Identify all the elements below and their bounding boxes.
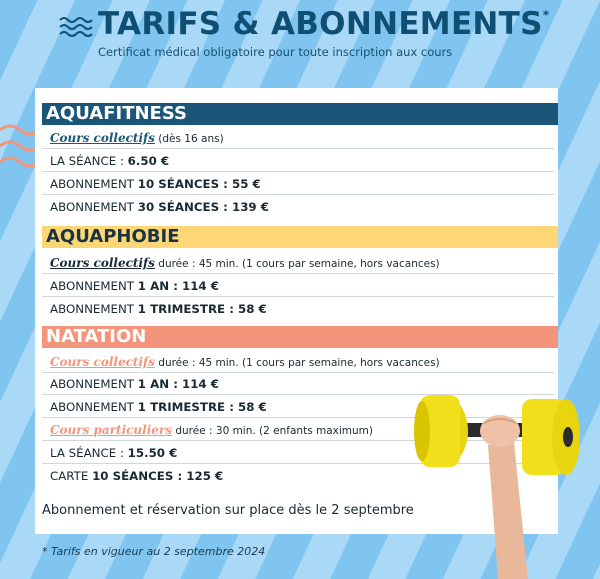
cours-note: (dès 16 ans) (158, 133, 224, 145)
tariff-footnote: * Tarifs en vigueur au 2 septembre 2024 (42, 545, 266, 558)
section-header-aquaphobie: AQUAPHOBIE (42, 226, 558, 248)
reservation-note: Abonnement et réservation sur place dès le 2 septembre (42, 503, 414, 518)
cours-collectifs-label: Cours collectifs (50, 131, 155, 145)
page-subtitle: Certificat médical obligatoire pour toute inscription aux cours (98, 45, 453, 59)
cours-particuliers-label: Cours particuliers (50, 423, 172, 437)
cours-note: durée : 45 min. (1 cours par semaine, hors vacances) (158, 357, 440, 369)
natation-cours-row (42, 351, 554, 373)
cours-note: durée : 45 min. (1 cours par semaine, hors vacances) (158, 258, 440, 270)
cours-collectifs-label: Cours collectifs (50, 256, 155, 270)
price-row: LA SÉANCE : 6.50 € (42, 150, 554, 172)
aquafitness-cours-row (42, 127, 554, 149)
page-title: TARIFS & ABONNEMENTS* (98, 6, 550, 42)
price-row: ABONNEMENT 30 SÉANCES : 139 € (50, 200, 269, 214)
price-row: ABONNEMENT 1 AN : 114 € (42, 275, 554, 297)
cours-collectifs-label: Cours collectifs (50, 355, 155, 369)
aquaphobie-cours-row (42, 252, 554, 274)
section-header-aquafitness: AQUAFITNESS (42, 103, 558, 125)
price-row: ABONNEMENT 1 AN : 114 € (42, 373, 554, 395)
section-header-natation: NATATION (42, 326, 558, 348)
price-row: ABONNEMENT 10 SÉANCES : 55 € (42, 173, 554, 195)
waves-icon (58, 16, 94, 40)
price-row: CARTE 10 SÉANCES : 125 € (50, 469, 224, 483)
price-row: LA SÉANCE : 15.50 € (42, 442, 554, 464)
particuliers-note: durée : 30 min. (2 enfants maximum) (175, 425, 373, 437)
decorative-wave-lines (0, 110, 40, 190)
price-row: ABONNEMENT 1 TRIMESTRE : 58 € (42, 396, 554, 418)
price-row: ABONNEMENT 1 TRIMESTRE : 58 € (50, 302, 267, 316)
title-asterisk: * (542, 7, 550, 22)
dumbbell-hand-image (410, 385, 590, 579)
